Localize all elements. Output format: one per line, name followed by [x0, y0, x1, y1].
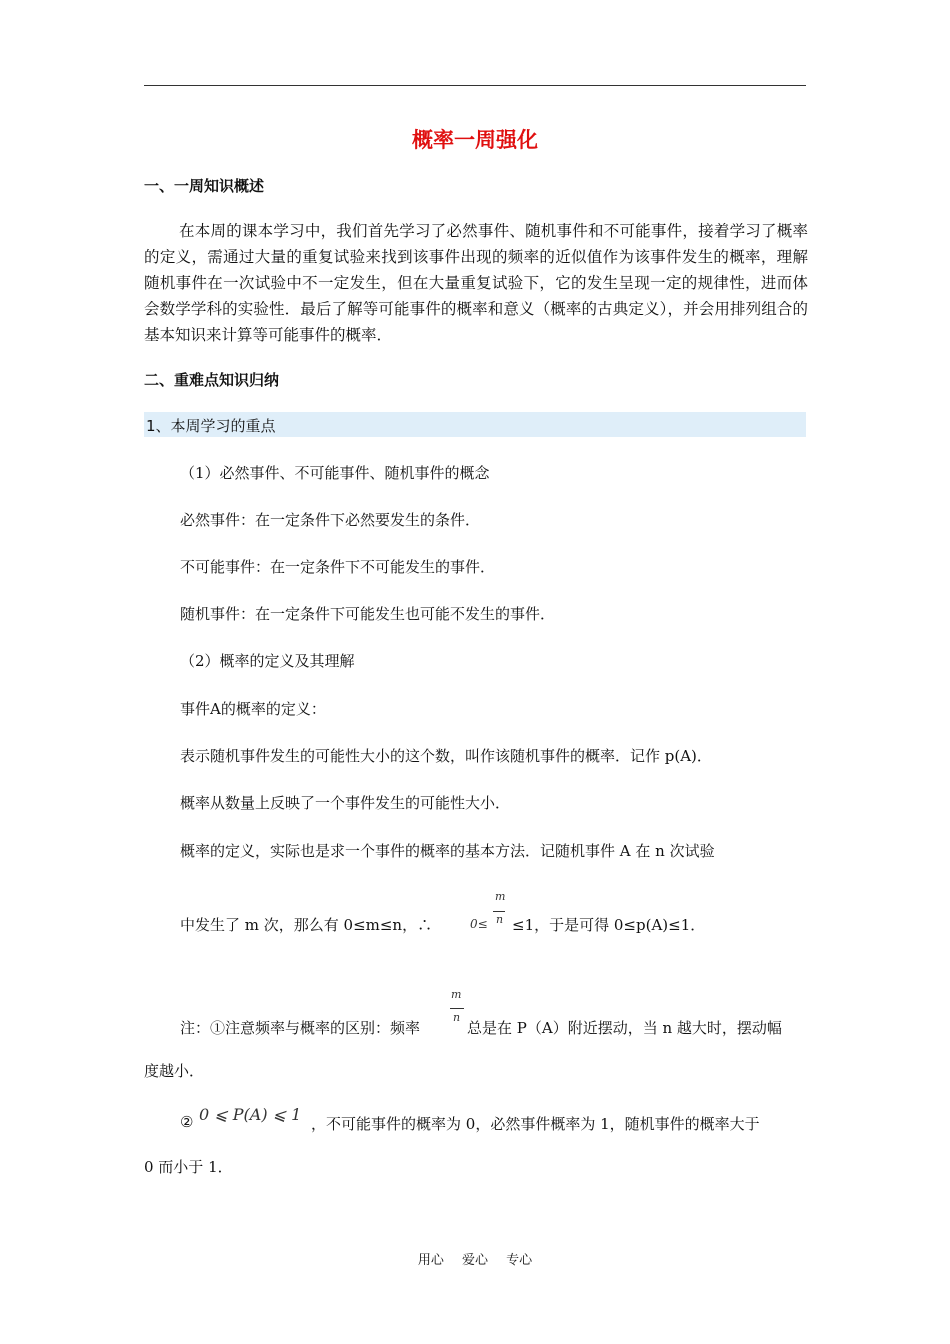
fraction-denominator: n [496, 913, 504, 926]
subheading-label: 1、本周学习的重点 [146, 417, 276, 435]
item1-title: （1）必然事件、不可能事件、随机事件的概念 [180, 464, 490, 482]
note1-pre: 注：①注意频率与概率的区别：频率 [180, 1019, 421, 1037]
item2-title: （2）概率的定义及其理解 [180, 652, 355, 670]
def-text: 表示随机事件发生的可能性大小的这个数，叫作该随机事件的概率．记作 p(A)． [180, 747, 712, 765]
fraction-numerator: m [495, 890, 506, 903]
impossible-event-def: 不可能事件：在一定条件下不可能发生的事件． [180, 558, 496, 576]
fraction-bar [493, 911, 505, 912]
note2-text: ，不可能事件的概率为 0，必然事件概率为 1，随机事件的概率大于 [311, 1115, 760, 1133]
m-times-ineq: 0≤ [470, 917, 488, 931]
note2-mark: ② [180, 1113, 194, 1131]
note2-end: 0 而小于 1． [144, 1158, 233, 1176]
page-footer: 用心 爱心 专心 [417, 1253, 533, 1268]
section1-paragraph: 在本周的课本学习中，我们首先学习了必然事件、随机事件和不可能事件，接着学习了概率的定义，需通过大量的重复试验来找到该事件出现的频率的近似值作为该事件发生的概率，理解随机事件在一次试验中不一定发生，但在大量重复试验下，它的发生呈现一定的规律性，进而体会数学学科的实验性．最后了解等可能事件的概率和意义（概率的古典定义），并会用排列组合的基本知识来计算等可能事件的概率． [144, 222, 808, 344]
m-times-line-pre: 中发生了 m 次，那么有 0≤m≤n，∴ [180, 916, 433, 934]
def-meaning: 概率从数量上反映了一个事件发生的可能性大小． [180, 794, 511, 812]
header-rule [144, 85, 806, 86]
m-times-line-post: ≤1，于是可得 0≤p(A)≤1． [512, 916, 706, 934]
note1-end: 度越小． [144, 1062, 205, 1080]
section2-heading: 二、重难点知识归纳 [144, 371, 280, 389]
section1-heading: 一、一周知识概述 [144, 177, 265, 195]
note1-fraction-bar [450, 1008, 464, 1009]
certain-event-def: 必然事件：在一定条件下必然要发生的条件． [180, 511, 481, 529]
subheading-bar [144, 412, 806, 437]
note1-fraction-numerator: m [451, 988, 462, 1001]
note2-formula: 0 ⩽ P(A) ⩽ 1 [199, 1105, 302, 1124]
page-title: 概率一周强化 [412, 128, 538, 152]
note1-post: 总是在 P（A）附近摆动，当 n 越大时，摆动幅 [467, 1019, 782, 1037]
note1-fraction-denominator: n [453, 1011, 461, 1024]
def-method: 概率的定义，实际也是求一个事件的概率的基本方法．记随机事件 A 在 n 次试验 [180, 842, 715, 860]
random-event-def: 随机事件：在一定条件下可能发生也可能不发生的事件． [180, 605, 556, 623]
def-intro: 事件A的概率的定义： [180, 700, 326, 718]
